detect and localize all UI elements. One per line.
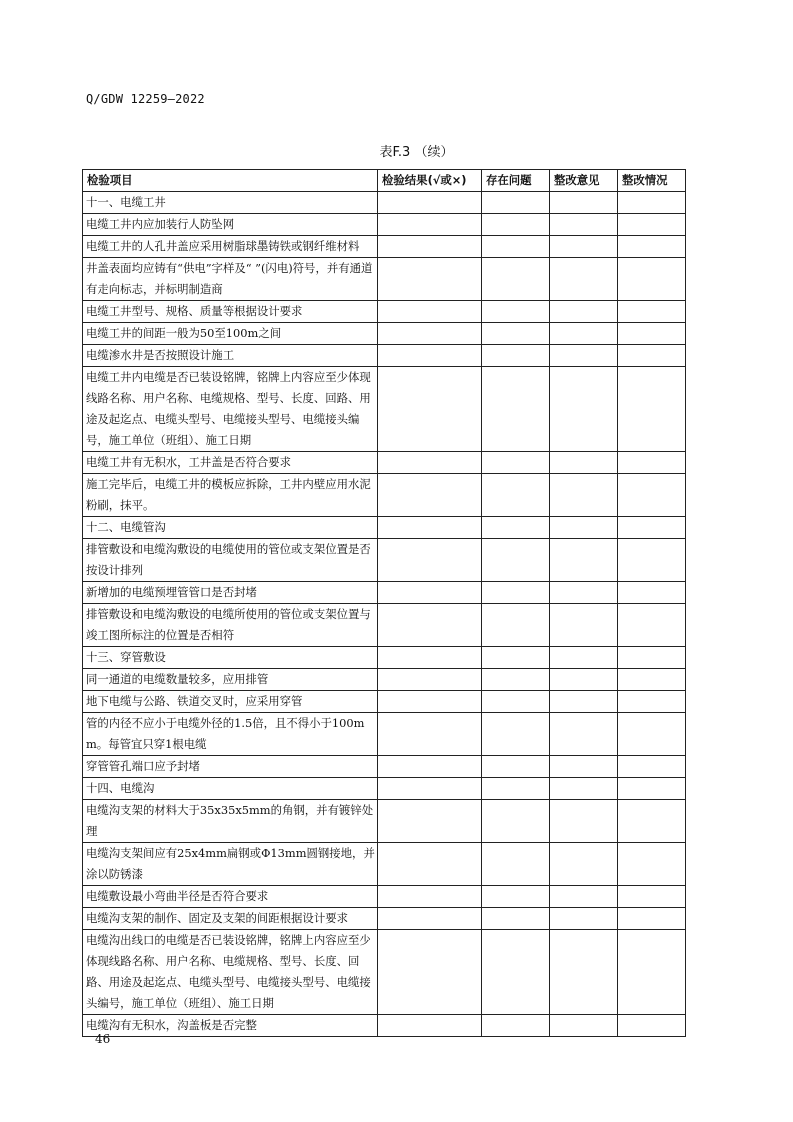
- table-row: [83, 843, 686, 886]
- rectification-opinion-cell[interactable]: [550, 517, 618, 539]
- rectification-status-cell[interactable]: [618, 886, 686, 908]
- table-row: [83, 908, 686, 930]
- inspection-result-cell[interactable]: [378, 301, 482, 323]
- rectification-status-cell[interactable]: [618, 192, 686, 214]
- rectification-opinion-cell[interactable]: [550, 930, 618, 1015]
- existing-problem-cell[interactable]: [482, 323, 550, 345]
- inspection-item-cell: 电缆工井内应加装行人防坠网: [83, 214, 378, 236]
- rectification-status-cell[interactable]: [618, 778, 686, 800]
- existing-problem-cell[interactable]: [482, 647, 550, 669]
- inspection-result-cell[interactable]: [378, 258, 482, 301]
- inspection-result-cell[interactable]: [378, 604, 482, 647]
- table-row: [83, 452, 686, 474]
- inspection-item-cell: 施工完毕后，电缆工井的模板应拆除，工井内壁应用水泥粉刷，抹平。: [83, 474, 378, 517]
- rectification-status-cell[interactable]: [618, 345, 686, 367]
- column-header-existing-problem: 存在问题: [482, 170, 550, 192]
- rectification-status-cell[interactable]: [618, 691, 686, 713]
- rectification-opinion-cell[interactable]: [550, 908, 618, 930]
- inspection-result-cell[interactable]: [378, 345, 482, 367]
- rectification-status-cell[interactable]: [618, 908, 686, 930]
- rectification-opinion-cell[interactable]: [550, 647, 618, 669]
- table-row: [83, 713, 686, 756]
- inspection-result-cell[interactable]: [378, 886, 482, 908]
- inspection-result-cell[interactable]: [378, 756, 482, 778]
- column-header-inspection-item: 检验项目: [83, 170, 378, 192]
- inspection-result-cell[interactable]: [378, 800, 482, 843]
- rectification-opinion-cell[interactable]: [550, 756, 618, 778]
- inspection-item-cell: 排管敷设和电缆沟敷设的电缆使用的管位或支架位置是否按设计排列: [83, 539, 378, 582]
- rectification-opinion-cell[interactable]: [550, 1015, 618, 1037]
- rectification-status-cell[interactable]: [618, 713, 686, 756]
- existing-problem-cell[interactable]: [482, 517, 550, 539]
- table-row: [83, 582, 686, 604]
- column-header-inspection-result: 检验结果(√或×): [378, 170, 482, 192]
- table-row: [83, 539, 686, 582]
- table-row: [83, 800, 686, 843]
- rectification-status-cell[interactable]: [618, 930, 686, 1015]
- inspection-result-cell[interactable]: [378, 930, 482, 1015]
- inspection-result-cell[interactable]: [378, 367, 482, 452]
- rectification-status-cell[interactable]: [618, 800, 686, 843]
- inspection-result-cell[interactable]: [378, 517, 482, 539]
- rectification-status-cell[interactable]: [618, 539, 686, 582]
- inspection-result-cell[interactable]: [378, 236, 482, 258]
- inspection-item-cell: 十二、电缆管沟: [83, 517, 378, 539]
- existing-problem-cell[interactable]: [482, 778, 550, 800]
- table-row: [83, 886, 686, 908]
- rectification-opinion-cell[interactable]: [550, 301, 618, 323]
- rectification-status-cell[interactable]: [618, 323, 686, 345]
- rectification-status-cell[interactable]: [618, 214, 686, 236]
- existing-problem-cell[interactable]: [482, 452, 550, 474]
- column-header-rectification-status: 整改情况: [618, 170, 686, 192]
- inspection-table: [82, 169, 686, 1037]
- existing-problem-cell[interactable]: [482, 582, 550, 604]
- rectification-status-cell[interactable]: [618, 474, 686, 517]
- inspection-item-cell: 电缆沟出线口的电缆是否已装设铭牌，铭牌上内容应至少体现线路名称、用户名称、电缆规格、型号、长度、回路、用途及起迄点、电缆头型号、电缆接头型号、电缆接头编号，施工单位（班组）、施工日期: [83, 930, 378, 1015]
- rectification-opinion-cell[interactable]: [550, 539, 618, 582]
- inspection-item-cell: 十四、电缆沟: [83, 778, 378, 800]
- column-header-rectification-opinion: 整改意见: [550, 170, 618, 192]
- inspection-item-cell: 新增加的电缆预埋管管口是否封堵: [83, 582, 378, 604]
- rectification-status-cell[interactable]: [618, 452, 686, 474]
- rectification-opinion-cell[interactable]: [550, 452, 618, 474]
- rectification-opinion-cell[interactable]: [550, 323, 618, 345]
- rectification-status-cell[interactable]: [618, 604, 686, 647]
- table-row: [83, 474, 686, 517]
- table-body: [83, 192, 686, 1037]
- inspection-item-cell: 同一通道的电缆数量较多，应用排管: [83, 669, 378, 691]
- rectification-status-cell[interactable]: [618, 582, 686, 604]
- rectification-opinion-cell[interactable]: [550, 886, 618, 908]
- existing-problem-cell[interactable]: [482, 1015, 550, 1037]
- inspection-result-cell[interactable]: [378, 539, 482, 582]
- inspection-item-cell: 电缆沟支架的材料大于35x35x5mm的角钢，并有镀锌处理: [83, 800, 378, 843]
- inspection-item-cell: 电缆渗水井是否按照设计施工: [83, 345, 378, 367]
- table-row: [83, 192, 686, 214]
- table-row: [83, 367, 686, 452]
- table-header-row: [83, 170, 686, 192]
- inspection-item-cell: 电缆工井型号、规格、质量等根据设计要求: [83, 301, 378, 323]
- inspection-item-cell: 管的内径不应小于电缆外径的1.5倍，且不得小于100mm。每管宜只穿1根电缆: [83, 713, 378, 756]
- existing-problem-cell[interactable]: [482, 367, 550, 452]
- table-row: [83, 1015, 686, 1037]
- rectification-opinion-cell[interactable]: [550, 800, 618, 843]
- rectification-opinion-cell[interactable]: [550, 367, 618, 452]
- rectification-status-cell[interactable]: [618, 301, 686, 323]
- inspection-item-cell: 电缆敷设最小弯曲半径是否符合要求: [83, 886, 378, 908]
- existing-problem-cell[interactable]: [482, 691, 550, 713]
- inspection-result-cell[interactable]: [378, 713, 482, 756]
- inspection-result-cell[interactable]: [378, 214, 482, 236]
- document-code: Q/GDW 12259—2022: [86, 92, 205, 106]
- inspection-item-cell: 电缆沟支架间应有25x4mm扁钢或Φ13mm圆钢接地，并涂以防锈漆: [83, 843, 378, 886]
- inspection-result-cell[interactable]: [378, 582, 482, 604]
- existing-problem-cell[interactable]: [482, 236, 550, 258]
- rectification-opinion-cell[interactable]: [550, 258, 618, 301]
- table-row: [83, 517, 686, 539]
- existing-problem-cell[interactable]: [482, 474, 550, 517]
- table-row: [83, 604, 686, 647]
- inspection-result-cell[interactable]: [378, 778, 482, 800]
- existing-problem-cell[interactable]: [482, 192, 550, 214]
- existing-problem-cell[interactable]: [482, 886, 550, 908]
- rectification-status-cell[interactable]: [618, 647, 686, 669]
- table-row: [83, 345, 686, 367]
- inspection-item-cell: 穿管管孔端口应予封堵: [83, 756, 378, 778]
- table-row: [83, 323, 686, 345]
- table-title: 表F.3 （续）: [379, 145, 454, 160]
- existing-problem-cell[interactable]: [482, 301, 550, 323]
- existing-problem-cell[interactable]: [482, 756, 550, 778]
- inspection-item-cell: 十三、穿管敷设: [83, 647, 378, 669]
- inspection-item-cell: 十一、电缆工井: [83, 192, 378, 214]
- rectification-opinion-cell[interactable]: [550, 778, 618, 800]
- table-row: [83, 756, 686, 778]
- existing-problem-cell[interactable]: [482, 713, 550, 756]
- inspection-item-cell: 井盖表面均应铸有“供电”字样及“ ”(闪电)符号，并有通道有走向标志，并标明制造商: [83, 258, 378, 301]
- rectification-status-cell[interactable]: [618, 843, 686, 886]
- rectification-opinion-cell[interactable]: [550, 192, 618, 214]
- rectification-status-cell[interactable]: [618, 258, 686, 301]
- inspection-item-cell: 电缆工井的人孔井盖应采用树脂球墨铸铁或钢纤维材料: [83, 236, 378, 258]
- inspection-result-cell[interactable]: [378, 323, 482, 345]
- inspection-result-cell[interactable]: [378, 908, 482, 930]
- inspection-result-cell[interactable]: [378, 843, 482, 886]
- rectification-opinion-cell[interactable]: [550, 713, 618, 756]
- rectification-opinion-cell[interactable]: [550, 236, 618, 258]
- inspection-result-cell[interactable]: [378, 452, 482, 474]
- existing-problem-cell[interactable]: [482, 669, 550, 691]
- inspection-item-cell: 电缆工井的间距一般为50至100m之间: [83, 323, 378, 345]
- table-row: [83, 669, 686, 691]
- existing-problem-cell[interactable]: [482, 930, 550, 1015]
- inspection-item-cell: 排管敷设和电缆沟敷设的电缆所使用的管位或支架位置与竣工图所标注的位置是否相符: [83, 604, 378, 647]
- table-row: [83, 214, 686, 236]
- rectification-status-cell[interactable]: [618, 756, 686, 778]
- table-row: [83, 258, 686, 301]
- inspection-result-cell[interactable]: [378, 192, 482, 214]
- table-row: [83, 778, 686, 800]
- table-row: [83, 691, 686, 713]
- existing-problem-cell[interactable]: [482, 800, 550, 843]
- existing-problem-cell[interactable]: [482, 214, 550, 236]
- rectification-opinion-cell[interactable]: [550, 474, 618, 517]
- existing-problem-cell[interactable]: [482, 604, 550, 647]
- existing-problem-cell[interactable]: [482, 843, 550, 886]
- rectification-status-cell[interactable]: [618, 236, 686, 258]
- inspection-item-cell: 地下电缆与公路、铁道交叉时，应采用穿管: [83, 691, 378, 713]
- table-row: [83, 236, 686, 258]
- table-row: [83, 301, 686, 323]
- existing-problem-cell[interactable]: [482, 908, 550, 930]
- existing-problem-cell[interactable]: [482, 539, 550, 582]
- rectification-opinion-cell[interactable]: [550, 345, 618, 367]
- rectification-status-cell[interactable]: [618, 669, 686, 691]
- inspection-result-cell[interactable]: [378, 691, 482, 713]
- inspection-result-cell[interactable]: [378, 1015, 482, 1037]
- rectification-status-cell[interactable]: [618, 367, 686, 452]
- existing-problem-cell[interactable]: [482, 345, 550, 367]
- rectification-opinion-cell[interactable]: [550, 691, 618, 713]
- table-row: [83, 647, 686, 669]
- inspection-result-cell[interactable]: [378, 647, 482, 669]
- rectification-opinion-cell[interactable]: [550, 214, 618, 236]
- inspection-item-cell: 电缆沟有无积水，沟盖板是否完整: [83, 1015, 378, 1037]
- inspection-item-cell: 电缆沟支架的制作、固定及支架的间距根据设计要求: [83, 908, 378, 930]
- page-number: 46: [95, 1032, 111, 1046]
- rectification-opinion-cell[interactable]: [550, 669, 618, 691]
- rectification-opinion-cell[interactable]: [550, 604, 618, 647]
- rectification-opinion-cell[interactable]: [550, 582, 618, 604]
- inspection-item-cell: 电缆工井内电缆是否已装设铭牌，铭牌上内容应至少体现线路名称、用户名称、电缆规格、型号、长度、回路、用途及起迄点、电缆头型号、电缆接头型号、电缆接头编号，施工单位（班组）、施工日期: [83, 367, 378, 452]
- existing-problem-cell[interactable]: [482, 258, 550, 301]
- inspection-result-cell[interactable]: [378, 474, 482, 517]
- rectification-status-cell[interactable]: [618, 517, 686, 539]
- table-row: [83, 930, 686, 1015]
- inspection-result-cell[interactable]: [378, 669, 482, 691]
- rectification-opinion-cell[interactable]: [550, 843, 618, 886]
- rectification-status-cell[interactable]: [618, 1015, 686, 1037]
- inspection-item-cell: 电缆工井有无积水，工井盖是否符合要求: [83, 452, 378, 474]
